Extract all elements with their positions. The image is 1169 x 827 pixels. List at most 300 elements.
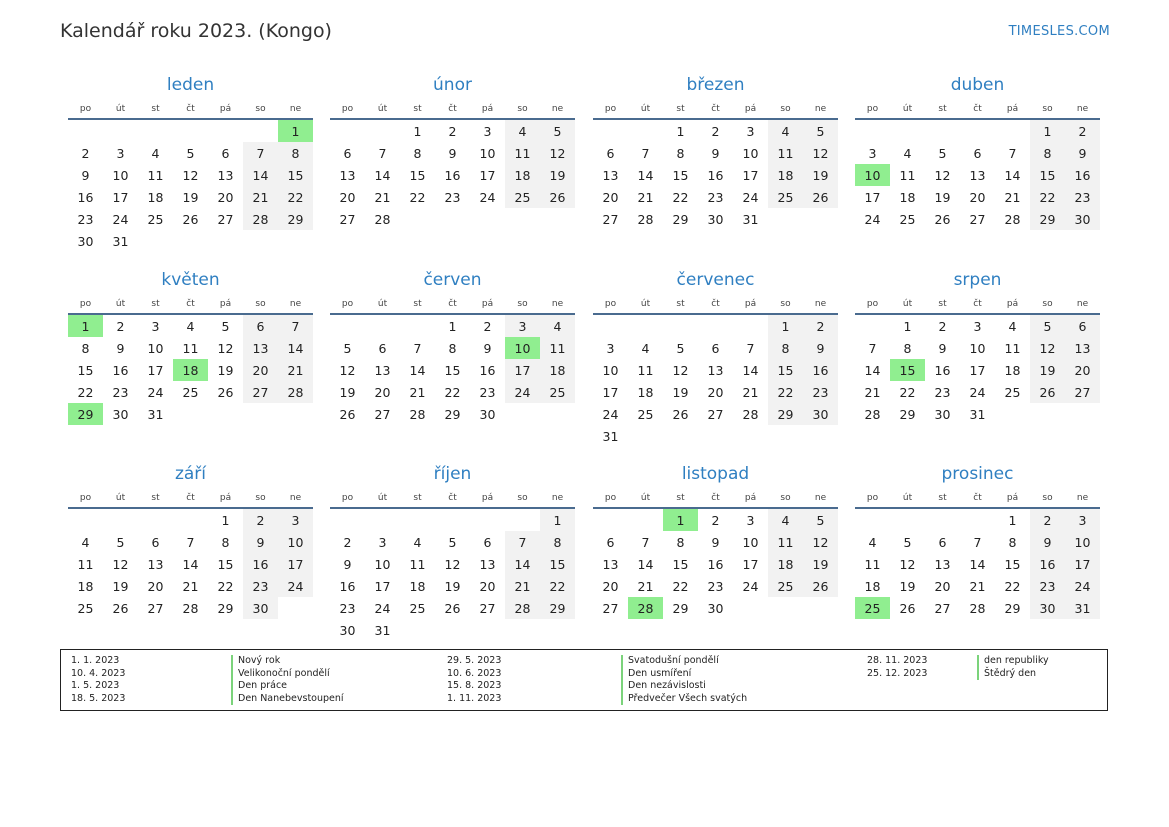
week-row (855, 314, 1100, 337)
day-cell: 21 (505, 575, 540, 597)
empty-day-cell (330, 119, 365, 142)
month-name: listopad (681, 464, 750, 484)
weekday-header: st (663, 102, 698, 119)
day-cell: 13 (707, 362, 724, 378)
weekday-header: pá (733, 491, 768, 508)
holiday-day-cell: 10 (855, 164, 890, 186)
day-cell: 28 (243, 208, 278, 230)
day-cell: 2 (711, 512, 720, 528)
day-cell: 21 (637, 578, 654, 594)
empty-day-cell (855, 314, 890, 337)
weekday-header: čt (698, 297, 733, 314)
day-cell: 10 (1065, 531, 1100, 553)
day-cell: 28 (505, 597, 540, 619)
weekday-header: po (593, 297, 628, 314)
day-cell: 13 (217, 167, 234, 183)
legend-date: 28. 11. 2023 (867, 655, 928, 666)
day-cell: 16 (934, 362, 951, 378)
day-cell: 8 (676, 534, 685, 550)
legend-dates-col-2 (447, 655, 501, 705)
day-cell: 18 (637, 384, 654, 400)
week-row (330, 119, 575, 142)
day-cell: 29 (672, 600, 689, 616)
day-cell: 28 (969, 600, 986, 616)
day-cell: 11 (899, 167, 916, 183)
empty-day-cell (400, 508, 435, 531)
week-row (68, 230, 313, 252)
day-cell: 27 (1065, 381, 1100, 403)
day-cell: 15 (768, 359, 803, 381)
day-cell: 8 (448, 340, 457, 356)
day-cell: 8 (81, 340, 90, 356)
day-cell: 6 (1065, 314, 1100, 337)
holiday-legend (60, 649, 1108, 711)
day-cell: 10 (742, 534, 759, 550)
day-cell: 5 (903, 534, 912, 550)
day-cell: 6 (243, 314, 278, 337)
day-cell: 19 (217, 362, 234, 378)
day-cell: 27 (147, 600, 164, 616)
day-cell: 12 (672, 362, 689, 378)
day-cell: 16 (243, 553, 278, 575)
empty-day-cell (925, 119, 960, 142)
day-cell: 20 (707, 384, 724, 400)
weekday-header: čt (960, 102, 995, 119)
weekday-header: ne (540, 297, 575, 314)
week-row (330, 186, 575, 208)
day-cell: 4 (186, 318, 195, 334)
day-cell: 22 (1004, 578, 1021, 594)
day-cell: 12 (182, 167, 199, 183)
empty-day-cell (995, 403, 1030, 425)
day-cell: 7 (641, 534, 650, 550)
day-cell: 27 (374, 406, 391, 422)
day-cell: 6 (151, 534, 160, 550)
day-cell: 5 (116, 534, 125, 550)
weekday-header: so (1030, 102, 1065, 119)
day-cell: 26 (112, 600, 129, 616)
day-cell: 17 (864, 189, 881, 205)
week-row (593, 186, 838, 208)
month-name: květen (161, 270, 220, 290)
holiday-day-cell: 1 (68, 314, 103, 337)
site-link[interactable]: TIMESLES.COM (1008, 24, 1110, 39)
empty-day-cell (505, 403, 540, 425)
weekday-header: st (138, 491, 173, 508)
day-cell: 21 (374, 189, 391, 205)
weekday-header: út (365, 297, 400, 314)
weekday-header: so (768, 297, 803, 314)
holiday-day-cell: 15 (890, 359, 925, 381)
week-row (593, 425, 838, 447)
week-row (593, 531, 838, 553)
day-cell: 5 (343, 340, 352, 356)
day-cell: 22 (77, 384, 94, 400)
day-cell: 9 (483, 340, 492, 356)
day-cell: 17 (278, 553, 313, 575)
empty-day-cell (540, 403, 575, 425)
day-cell: 16 (1030, 553, 1065, 575)
weekday-header: st (925, 297, 960, 314)
day-cell: 23 (1030, 575, 1065, 597)
week-row (330, 531, 575, 553)
month-table (855, 297, 1100, 425)
legend-date: 25. 12. 2023 (867, 667, 928, 679)
day-cell: 24 (278, 575, 313, 597)
day-cell: 12 (444, 556, 461, 572)
day-cell: 17 (969, 362, 986, 378)
day-cell: 26 (934, 211, 951, 227)
empty-day-cell (138, 508, 173, 531)
day-cell: 16 (444, 167, 461, 183)
month-6 (593, 269, 838, 447)
weekday-header: čt (173, 102, 208, 119)
weekday-header: pá (470, 297, 505, 314)
day-cell: 12 (540, 142, 575, 164)
week-row (855, 337, 1100, 359)
day-cell: 22 (1030, 186, 1065, 208)
weekday-header: út (628, 491, 663, 508)
day-cell: 17 (374, 578, 391, 594)
weekday-header: st (663, 297, 698, 314)
week-row (330, 337, 575, 359)
day-cell: 27 (602, 600, 619, 616)
weekday-header: po (593, 102, 628, 119)
empty-day-cell (470, 508, 505, 531)
day-cell: 3 (973, 318, 982, 334)
day-cell: 5 (1030, 314, 1065, 337)
day-cell: 15 (278, 164, 313, 186)
week-row (68, 208, 313, 230)
empty-day-cell (925, 508, 960, 531)
day-cell: 2 (483, 318, 492, 334)
month-name: prosinec (941, 464, 1014, 484)
day-cell: 24 (112, 211, 129, 227)
day-cell: 17 (479, 167, 496, 183)
empty-day-cell (103, 119, 138, 142)
day-cell: 8 (540, 531, 575, 553)
week-row (68, 186, 313, 208)
day-cell: 4 (1008, 318, 1017, 334)
weekday-header: po (855, 102, 890, 119)
day-cell: 29 (278, 208, 313, 230)
legend-holiday-name: Den práce (231, 680, 344, 693)
day-cell: 1 (1008, 512, 1017, 528)
week-row (855, 381, 1100, 403)
week-row (593, 164, 838, 186)
weekday-header: čt (173, 297, 208, 314)
weekday-header: čt (698, 102, 733, 119)
weekday-header: st (400, 491, 435, 508)
month-2 (593, 74, 838, 230)
week-row (593, 575, 838, 597)
weekday-header: so (505, 102, 540, 119)
day-cell: 18 (147, 189, 164, 205)
legend-date: 15. 8. 2023 (447, 680, 502, 692)
week-row (855, 553, 1100, 575)
week-row (330, 359, 575, 381)
day-cell: 19 (803, 164, 838, 186)
empty-day-cell (960, 119, 995, 142)
month-name: duben (950, 75, 1005, 95)
day-cell: 7 (973, 534, 982, 550)
week-row (593, 314, 838, 337)
day-cell: 1 (768, 314, 803, 337)
day-cell: 3 (151, 318, 160, 334)
weekday-header: so (768, 491, 803, 508)
month-name: září (174, 464, 207, 484)
day-cell: 10 (278, 531, 313, 553)
day-cell: 20 (1065, 359, 1100, 381)
day-cell: 4 (505, 119, 540, 142)
day-cell: 9 (711, 145, 720, 161)
legend-date: 29. 5. 2023 (447, 655, 502, 666)
month-table (593, 102, 838, 230)
day-cell: 20 (217, 189, 234, 205)
day-cell: 29 (444, 406, 461, 422)
day-cell: 30 (339, 622, 356, 638)
day-cell: 10 (969, 340, 986, 356)
empty-day-cell (1030, 403, 1065, 425)
weekday-header: pá (995, 297, 1030, 314)
empty-day-cell (400, 314, 435, 337)
weekday-header: čt (435, 491, 470, 508)
day-cell: 6 (221, 145, 230, 161)
day-cell: 21 (1004, 189, 1021, 205)
empty-day-cell (803, 425, 838, 447)
day-cell: 30 (803, 403, 838, 425)
day-cell: 6 (711, 340, 720, 356)
day-cell: 17 (742, 556, 759, 572)
day-cell: 12 (1030, 337, 1065, 359)
day-cell: 15 (1004, 556, 1021, 572)
day-cell: 18 (768, 164, 803, 186)
day-cell: 6 (938, 534, 947, 550)
month-name: únor (433, 75, 472, 95)
weekday-header: po (855, 491, 890, 508)
month-table (593, 491, 838, 619)
day-cell: 4 (903, 145, 912, 161)
weekday-header: ne (1065, 491, 1100, 508)
day-cell: 4 (641, 340, 650, 356)
month-name: říjen (433, 464, 472, 484)
day-cell: 23 (77, 211, 94, 227)
day-cell: 25 (77, 600, 94, 616)
day-cell: 21 (969, 578, 986, 594)
month-10 (593, 463, 838, 619)
day-cell: 18 (409, 578, 426, 594)
day-cell: 13 (602, 167, 619, 183)
day-cell: 25 (409, 600, 426, 616)
day-cell: 1 (413, 123, 422, 139)
weekday-header: po (855, 297, 890, 314)
legend-names-col-2 (621, 655, 747, 705)
legend-names-col-1 (231, 655, 344, 705)
day-cell: 6 (378, 340, 387, 356)
empty-day-cell (505, 208, 540, 230)
day-cell: 13 (602, 556, 619, 572)
day-cell: 27 (969, 211, 986, 227)
day-cell: 11 (637, 362, 654, 378)
day-cell: 29 (899, 406, 916, 422)
week-row (330, 403, 575, 425)
weekday-header: ne (803, 102, 838, 119)
day-cell: 18 (899, 189, 916, 205)
week-row (330, 381, 575, 403)
day-cell: 3 (483, 123, 492, 139)
day-cell: 4 (151, 145, 160, 161)
day-cell: 22 (217, 578, 234, 594)
day-cell: 25 (637, 406, 654, 422)
month-table (68, 491, 313, 619)
day-cell: 3 (378, 534, 387, 550)
day-cell: 23 (112, 384, 129, 400)
weekday-header: čt (960, 491, 995, 508)
week-row (68, 314, 313, 337)
month-name: červen (423, 270, 482, 290)
day-cell: 19 (112, 578, 129, 594)
empty-day-cell (435, 208, 470, 230)
week-row (593, 508, 838, 531)
day-cell: 22 (672, 578, 689, 594)
day-cell: 24 (147, 384, 164, 400)
day-cell: 19 (899, 578, 916, 594)
day-cell: 3 (278, 508, 313, 531)
day-cell: 27 (934, 600, 951, 616)
day-cell: 30 (1065, 208, 1100, 230)
empty-day-cell (365, 314, 400, 337)
day-cell: 24 (505, 381, 540, 403)
day-cell: 4 (768, 508, 803, 531)
weekday-header: ne (1065, 102, 1100, 119)
weekday-header: út (628, 297, 663, 314)
week-row (68, 575, 313, 597)
day-cell: 7 (1008, 145, 1017, 161)
day-cell: 6 (606, 534, 615, 550)
day-cell: 22 (540, 575, 575, 597)
day-cell: 27 (339, 211, 356, 227)
day-cell: 19 (182, 189, 199, 205)
day-cell: 17 (742, 167, 759, 183)
day-cell: 3 (116, 145, 125, 161)
day-cell: 2 (448, 123, 457, 139)
day-cell: 8 (768, 337, 803, 359)
day-cell: 15 (444, 362, 461, 378)
day-cell: 9 (938, 340, 947, 356)
day-cell: 13 (339, 167, 356, 183)
week-row (330, 208, 575, 230)
week-row (855, 186, 1100, 208)
legend-dates-col-3 (867, 655, 927, 680)
day-cell: 9 (803, 337, 838, 359)
month-name: červenec (676, 270, 755, 290)
day-cell: 23 (243, 575, 278, 597)
day-cell: 8 (1008, 534, 1017, 550)
weekday-header: ne (1065, 297, 1100, 314)
day-cell: 30 (77, 233, 94, 249)
day-cell: 18 (505, 164, 540, 186)
legend-date: 18. 5. 2023 (71, 692, 126, 704)
day-cell: 12 (899, 556, 916, 572)
day-cell: 7 (746, 340, 755, 356)
day-cell: 5 (221, 318, 230, 334)
empty-day-cell (173, 508, 208, 531)
day-cell: 2 (938, 318, 947, 334)
day-cell: 14 (278, 337, 313, 359)
day-cell: 6 (483, 534, 492, 550)
day-cell: 4 (768, 119, 803, 142)
day-cell: 25 (182, 384, 199, 400)
day-cell: 3 (505, 314, 540, 337)
month-name: leden (166, 75, 215, 95)
holiday-day-cell: 18 (173, 359, 208, 381)
day-cell: 31 (969, 406, 986, 422)
day-cell: 19 (540, 164, 575, 186)
day-cell: 12 (217, 340, 234, 356)
legend-holiday-name: Svatodušní pondělí (621, 655, 747, 668)
day-cell: 31 (374, 622, 391, 638)
month-4 (68, 269, 313, 425)
day-cell: 14 (969, 556, 986, 572)
day-cell: 8 (413, 145, 422, 161)
day-cell: 1 (1030, 119, 1065, 142)
weekday-header: ne (803, 491, 838, 508)
day-cell: 21 (742, 384, 759, 400)
day-cell: 9 (711, 534, 720, 550)
empty-day-cell (593, 314, 628, 337)
day-cell: 2 (116, 318, 125, 334)
day-cell: 23 (707, 189, 724, 205)
day-cell: 11 (147, 167, 164, 183)
week-row (330, 314, 575, 337)
day-cell: 29 (1004, 600, 1021, 616)
day-cell: 17 (112, 189, 129, 205)
day-cell: 23 (803, 381, 838, 403)
weekday-header: pá (470, 491, 505, 508)
week-row (68, 553, 313, 575)
empty-day-cell (768, 208, 803, 230)
day-cell: 7 (278, 314, 313, 337)
day-cell: 10 (147, 340, 164, 356)
day-cell: 27 (707, 406, 724, 422)
day-cell: 14 (374, 167, 391, 183)
day-cell: 11 (864, 556, 881, 572)
day-cell: 8 (278, 142, 313, 164)
day-cell: 22 (444, 384, 461, 400)
page-title: Kalendář roku 2023. (Kongo) (60, 20, 332, 42)
day-cell: 15 (217, 556, 234, 572)
month-table (855, 102, 1100, 230)
day-cell: 17 (602, 384, 619, 400)
week-row (68, 164, 313, 186)
empty-day-cell (593, 508, 628, 531)
day-cell: 16 (803, 359, 838, 381)
week-row (68, 119, 313, 142)
day-cell: 20 (243, 359, 278, 381)
weekday-header: po (330, 491, 365, 508)
weekday-header: st (663, 491, 698, 508)
empty-day-cell (243, 403, 278, 425)
week-row (593, 597, 838, 619)
holiday-day-cell: 10 (505, 337, 540, 359)
month-0 (68, 74, 313, 252)
empty-day-cell (733, 597, 768, 619)
weekday-header: út (628, 102, 663, 119)
day-cell: 25 (540, 381, 575, 403)
day-cell: 14 (864, 362, 881, 378)
month-7 (855, 269, 1100, 425)
day-cell: 22 (409, 189, 426, 205)
